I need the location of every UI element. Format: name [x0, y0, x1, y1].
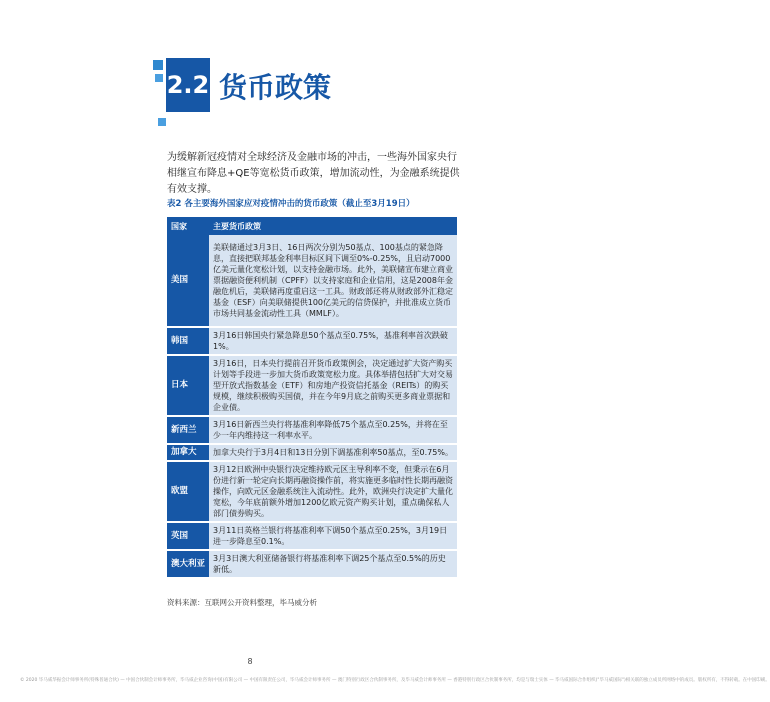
policy-cell: 3月16日，日本央行提前召开货币政策例会，决定通过扩大资产购买计划等手段进一步加大货币政策宽松力度。具体举措包括扩大对交易型开放式指数基金（ETF）和房地产投资信托基金（REITs）的购买规模，继续积极购买国债，并在今年9月底之前购买更多商业票据和企业债。	[209, 355, 457, 416]
policy-cell: 3月3日澳大利亚储备银行将基准利率下调25个基点至0.5%的历史新低。	[209, 550, 457, 578]
country-cell: 加拿大	[167, 444, 209, 461]
country-cell: 日本	[167, 355, 209, 416]
country-cell: 欧盟	[167, 461, 209, 522]
intro-paragraph: 为缓解新冠疫情对全球经济及金融市场的冲击，一些海外国家央行相继宣布降息+QE等宽松货币政策，增加流动性，为金融系统提供有效支撑。	[167, 152, 460, 195]
table-row	[167, 550, 457, 578]
section-number: 2.2	[166, 58, 210, 112]
policy-cell: 3月12日欧洲中央银行决定维持欧元区主导利率不变，但秉示在6月份进行新一轮定向长期再融资操作前，将实施更多临时性长期再融资操作，向欧元区金融系统注入流动性。此外，欧洲央行决定扩大量化宽松，今年底前额外增加1200亿欧元资产购买计划，重点确保私人部门债券购买。	[209, 461, 457, 522]
policy-cell: 3月16日新西兰央行将基准利率降低75个基点至0.25%，并将在至少一年内维持这一利率水平。	[209, 416, 457, 444]
country-cell: 韩国	[167, 327, 209, 355]
policy-cell: 3月16日韩国央行紧急降息50个基点至0.75%，基准利率首次跌破1%。	[209, 327, 457, 355]
country-cell: 澳大利亚	[167, 550, 209, 578]
table-title: 表2 各主要海外国家应对疫情冲击的货币政策（截止至3月19日）	[167, 199, 415, 209]
table-row	[167, 444, 457, 461]
table-row	[167, 355, 457, 416]
decorative-square	[155, 74, 163, 82]
decorative-square	[158, 118, 166, 126]
table-row	[167, 416, 457, 444]
column-header-country: 国家	[167, 217, 209, 235]
table-row	[167, 327, 457, 355]
source-note: 资料来源：互联网公开资料整理，毕马威分析	[167, 598, 317, 607]
column-header-policy: 主要货币政策	[209, 217, 457, 235]
policy-cell: 美联储通过3月3日、16日两次分别为50基点、100基点的紧急降息，直接把联邦基金利率目标区间下调至0%-0.25%，且启动7000亿美元量化宽松计划，以支持金融市场。此外，美联储宣布建立商业票据融资便利机制（CPFF）以支持家庭和企业信用，这是2008年金融危机后，美联储再度重启这一工具。财政部还将从财政部外汇稳定基金（ESF）向美联储提供100亿美元的信贷保护，并批准成立货币市场共同基金流动性工具（MMLF）。	[209, 235, 457, 327]
page-number: 8	[247, 657, 253, 666]
table-header-row	[167, 217, 457, 235]
country-cell: 英国	[167, 522, 209, 550]
country-cell: 新西兰	[167, 416, 209, 444]
policy-table	[167, 217, 457, 579]
table-row	[167, 461, 457, 522]
policy-cell: 3月11日英格兰银行将基准利率下调50个基点至0.25%，3月19日进一步降息至0.1%。	[209, 522, 457, 550]
country-cell: 美国	[167, 235, 209, 327]
table-row	[167, 235, 457, 327]
policy-cell: 加拿大央行于3月4日和13日分别下调基准利率50基点，至0.75%。	[209, 444, 457, 461]
table-row	[167, 522, 457, 550]
section-title: 货币政策	[219, 71, 332, 104]
copyright-footer: © 2020 毕马威华振会计师事务所(特殊普通合伙) — 中国合伙制会计师事务所，毕马威企业咨询(中国)有限公司 — 中国有限责任公司，毕马威会计师事务所 — 澳门特别行政区合伙制事务所，及毕马威会计师事务所 — 香港特别行政区合伙制事务所，均是与瑞士实体 — 毕马威国际合作组织("毕马威国际")相关联的独立成员所网络中的成员。版权所有，不得转载。在中国印刷。	[20, 678, 770, 683]
decorative-square	[153, 60, 163, 70]
